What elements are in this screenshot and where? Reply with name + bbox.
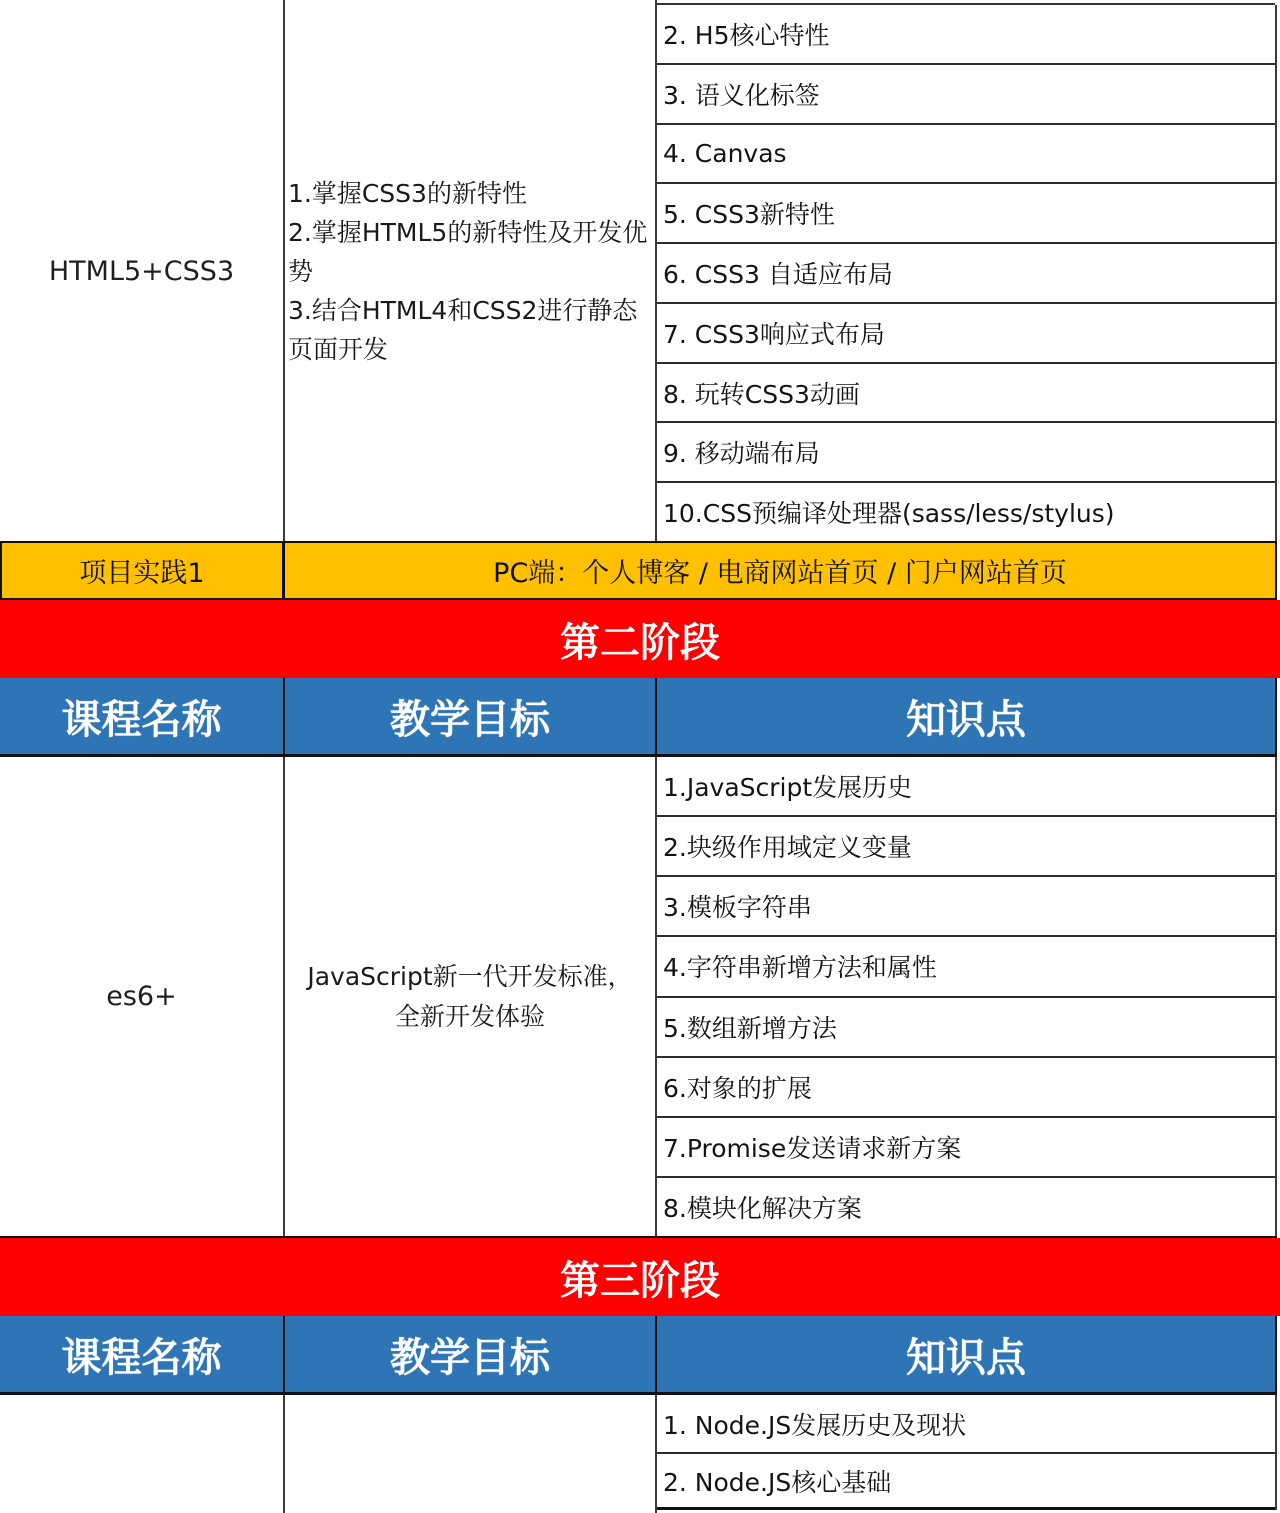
course-name-text: HTML5+CSS3 bbox=[48, 256, 235, 287]
knowledge-point-text: 10.CSS预编译处理器(sass/less/stylus) bbox=[663, 499, 1115, 529]
teaching-goal-cell bbox=[285, 0, 657, 543]
knowledge-column bbox=[657, 757, 1277, 1236]
course-name-cell bbox=[0, 0, 285, 543]
knowledge-point-text: 9. 移动端布局 bbox=[663, 439, 820, 469]
header-teaching-goal bbox=[285, 1316, 657, 1395]
knowledge-point-text: 6.对象的扩展 bbox=[663, 1073, 812, 1103]
knowledge-point-row bbox=[657, 244, 1275, 304]
teaching-goal-cell bbox=[285, 757, 657, 1236]
stage-banner-text: 第三阶段 bbox=[560, 1257, 720, 1304]
header-text: 教学目标 bbox=[390, 696, 550, 743]
knowledge-point-row bbox=[657, 483, 1275, 541]
knowledge-point-text: 6. CSS3 自适应布局 bbox=[663, 260, 893, 290]
knowledge-point-text: 2. H5核心特性 bbox=[663, 20, 830, 50]
stage-banner bbox=[0, 600, 1280, 678]
goal-item: 2.掌握HTML5的新特性及开发优势 bbox=[288, 218, 648, 286]
header-text: 课程名称 bbox=[61, 1334, 222, 1381]
course-name-cell bbox=[0, 757, 285, 1236]
knowledge-point-text: 8. 玩转CSS3动画 bbox=[663, 379, 860, 409]
knowledge-point-text: 4. Canvas bbox=[663, 138, 787, 168]
knowledge-point-row bbox=[657, 1118, 1275, 1178]
teaching-goal-cell bbox=[285, 1395, 657, 1513]
header-text: 知识点 bbox=[906, 1334, 1026, 1381]
knowledge-point-row bbox=[657, 423, 1275, 483]
knowledge-point-row bbox=[657, 184, 1275, 244]
knowledge-point-text: 7. CSS3响应式布局 bbox=[663, 319, 885, 349]
knowledge-point-row bbox=[657, 1178, 1275, 1236]
knowledge-column bbox=[657, 5, 1277, 541]
header-knowledge bbox=[657, 1316, 1277, 1395]
knowledge-point-text: 5. CSS3新特性 bbox=[663, 200, 835, 230]
knowledge-point-text: 2.块级作用域定义变量 bbox=[663, 833, 912, 863]
goal-item: 3.结合HTML4和CSS2进行静态页面开发 bbox=[288, 296, 638, 364]
practice-label-cell bbox=[0, 543, 285, 600]
practice-content-cell bbox=[285, 543, 1277, 600]
course-name-text: es6+ bbox=[106, 981, 177, 1012]
stage-banner bbox=[0, 1238, 1280, 1316]
header-course-name bbox=[0, 678, 285, 757]
header-text: 知识点 bbox=[906, 696, 1026, 743]
practice-label-text: 项目实践1 bbox=[79, 558, 205, 589]
knowledge-point-row bbox=[657, 998, 1275, 1058]
knowledge-point-row bbox=[657, 1454, 1275, 1510]
knowledge-point-text: 2. Node.JS核心基础 bbox=[663, 1467, 892, 1497]
header-knowledge bbox=[657, 678, 1277, 757]
knowledge-column bbox=[657, 1395, 1277, 1510]
goal-line: 全新开发体验 bbox=[394, 1001, 545, 1031]
knowledge-point-text: 5.数组新增方法 bbox=[663, 1013, 837, 1043]
header-text: 教学目标 bbox=[390, 1334, 550, 1381]
knowledge-point-text: 3. 语义化标签 bbox=[663, 80, 820, 110]
knowledge-point-text: 4.字符串新增方法和属性 bbox=[663, 953, 937, 983]
knowledge-point-row bbox=[657, 1395, 1275, 1454]
knowledge-point-text: 7.Promise发送请求新方案 bbox=[663, 1133, 962, 1163]
knowledge-point-row bbox=[657, 65, 1275, 125]
knowledge-point-row bbox=[657, 1058, 1275, 1118]
stage-banner-text: 第二阶段 bbox=[560, 619, 720, 666]
practice-content-text: PC端：个人博客 / 电商网站首页 / 门户网站首页 bbox=[493, 558, 1067, 589]
header-teaching-goal bbox=[285, 678, 657, 757]
knowledge-point-row bbox=[657, 817, 1275, 877]
knowledge-point-text: 8.模块化解决方案 bbox=[663, 1193, 862, 1223]
knowledge-point-text: 1. Node.JS发展历史及现状 bbox=[663, 1410, 967, 1440]
knowledge-point-row bbox=[657, 877, 1275, 937]
course-name-cell bbox=[0, 1395, 285, 1513]
knowledge-point-row bbox=[657, 5, 1275, 65]
goal-line: JavaScript新一代开发标准， bbox=[307, 961, 633, 991]
knowledge-point-row bbox=[657, 364, 1275, 424]
knowledge-point-row bbox=[657, 937, 1275, 997]
knowledge-point-row bbox=[657, 757, 1275, 817]
header-text: 课程名称 bbox=[61, 696, 222, 743]
knowledge-point-row bbox=[657, 125, 1275, 185]
header-course-name bbox=[0, 1316, 285, 1395]
knowledge-point-text: 3.模板字符串 bbox=[663, 893, 812, 923]
knowledge-point-row bbox=[657, 304, 1275, 364]
goal-item: 1.掌握CSS3的新特性 bbox=[288, 179, 527, 208]
knowledge-point-text: 1.JavaScript发展历史 bbox=[663, 773, 913, 803]
